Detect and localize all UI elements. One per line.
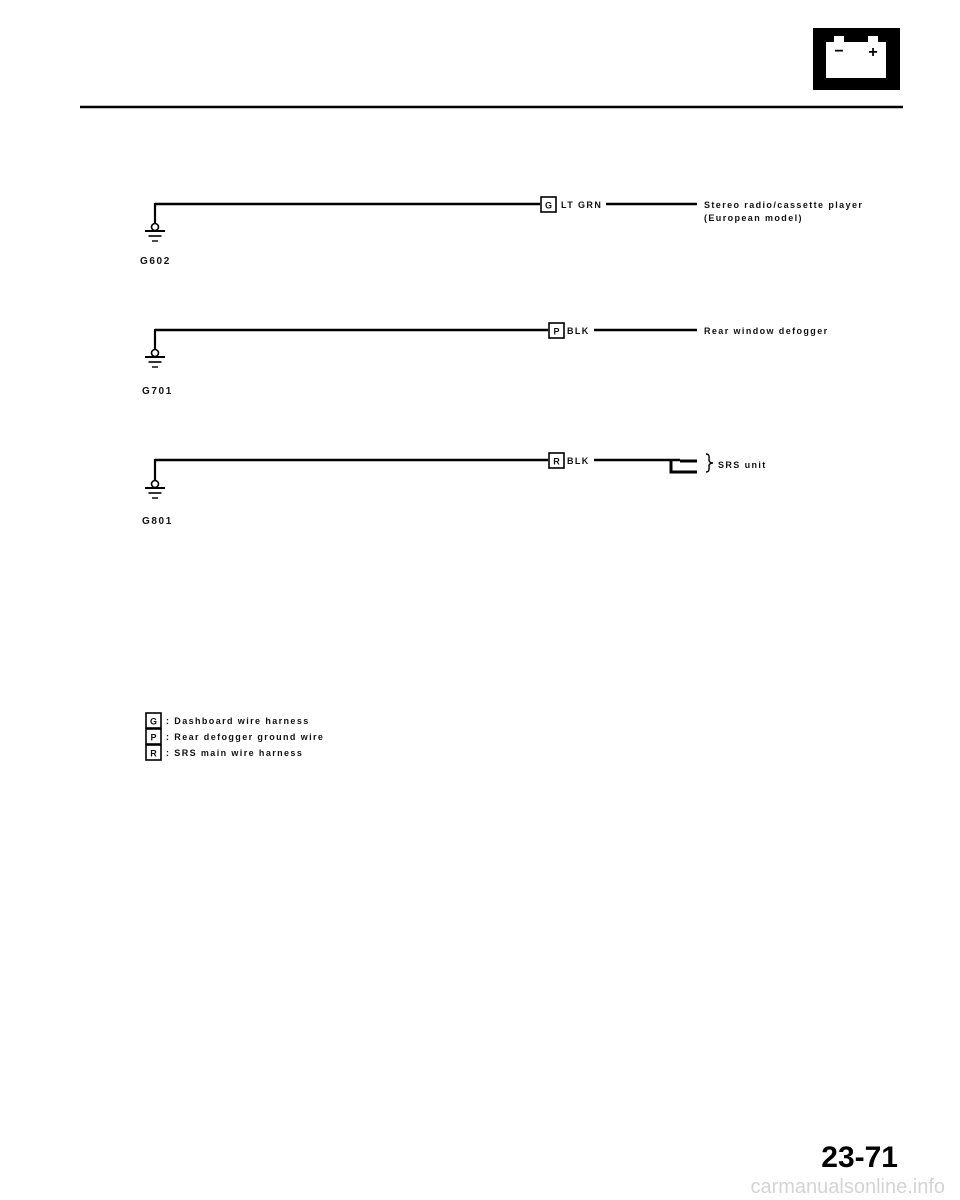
wire-color-label: BLK — [567, 456, 590, 466]
wire-color-label: BLK — [567, 326, 590, 336]
legend-item — [146, 729, 324, 744]
circuit-g801 — [142, 453, 767, 527]
component-label: SRS unit — [718, 460, 767, 470]
harness-code: P — [553, 326, 560, 337]
battery-plus-icon: + — [868, 44, 878, 61]
harness-code: R — [553, 456, 560, 467]
ground-symbol-icon — [145, 224, 165, 242]
harness-code: P — [150, 732, 157, 743]
component-sublabel: (European model) — [704, 213, 803, 223]
legend-item — [146, 713, 310, 728]
ground-label: G701 — [142, 386, 173, 397]
legend-text: : SRS main wire harness — [166, 748, 304, 758]
legend-item — [146, 745, 303, 760]
ground-label: G801 — [142, 516, 173, 527]
battery-minus-icon: − — [834, 43, 844, 60]
harness-code: G — [149, 716, 158, 727]
legend — [146, 713, 324, 760]
brace-icon — [706, 454, 713, 472]
ground-symbol-icon — [145, 481, 165, 499]
harness-code: R — [150, 748, 157, 759]
ground-symbol-icon — [145, 350, 165, 368]
ground-label: G602 — [140, 256, 171, 267]
circuit-g602 — [140, 197, 863, 267]
component-label: Stereo radio/cassette player — [704, 200, 864, 210]
component-label: Rear window defogger — [704, 326, 829, 336]
legend-text: : Rear defogger ground wire — [166, 732, 325, 742]
footer-watermark: carmanualsonline.info — [750, 1176, 945, 1198]
legend-text: : Dashboard wire harness — [166, 716, 310, 726]
harness-code: G — [544, 200, 553, 211]
page-number: 23-71 — [821, 1141, 898, 1174]
wire-color-label: LT GRN — [561, 200, 603, 210]
battery-icon — [813, 28, 900, 90]
circuit-g701 — [142, 323, 829, 397]
